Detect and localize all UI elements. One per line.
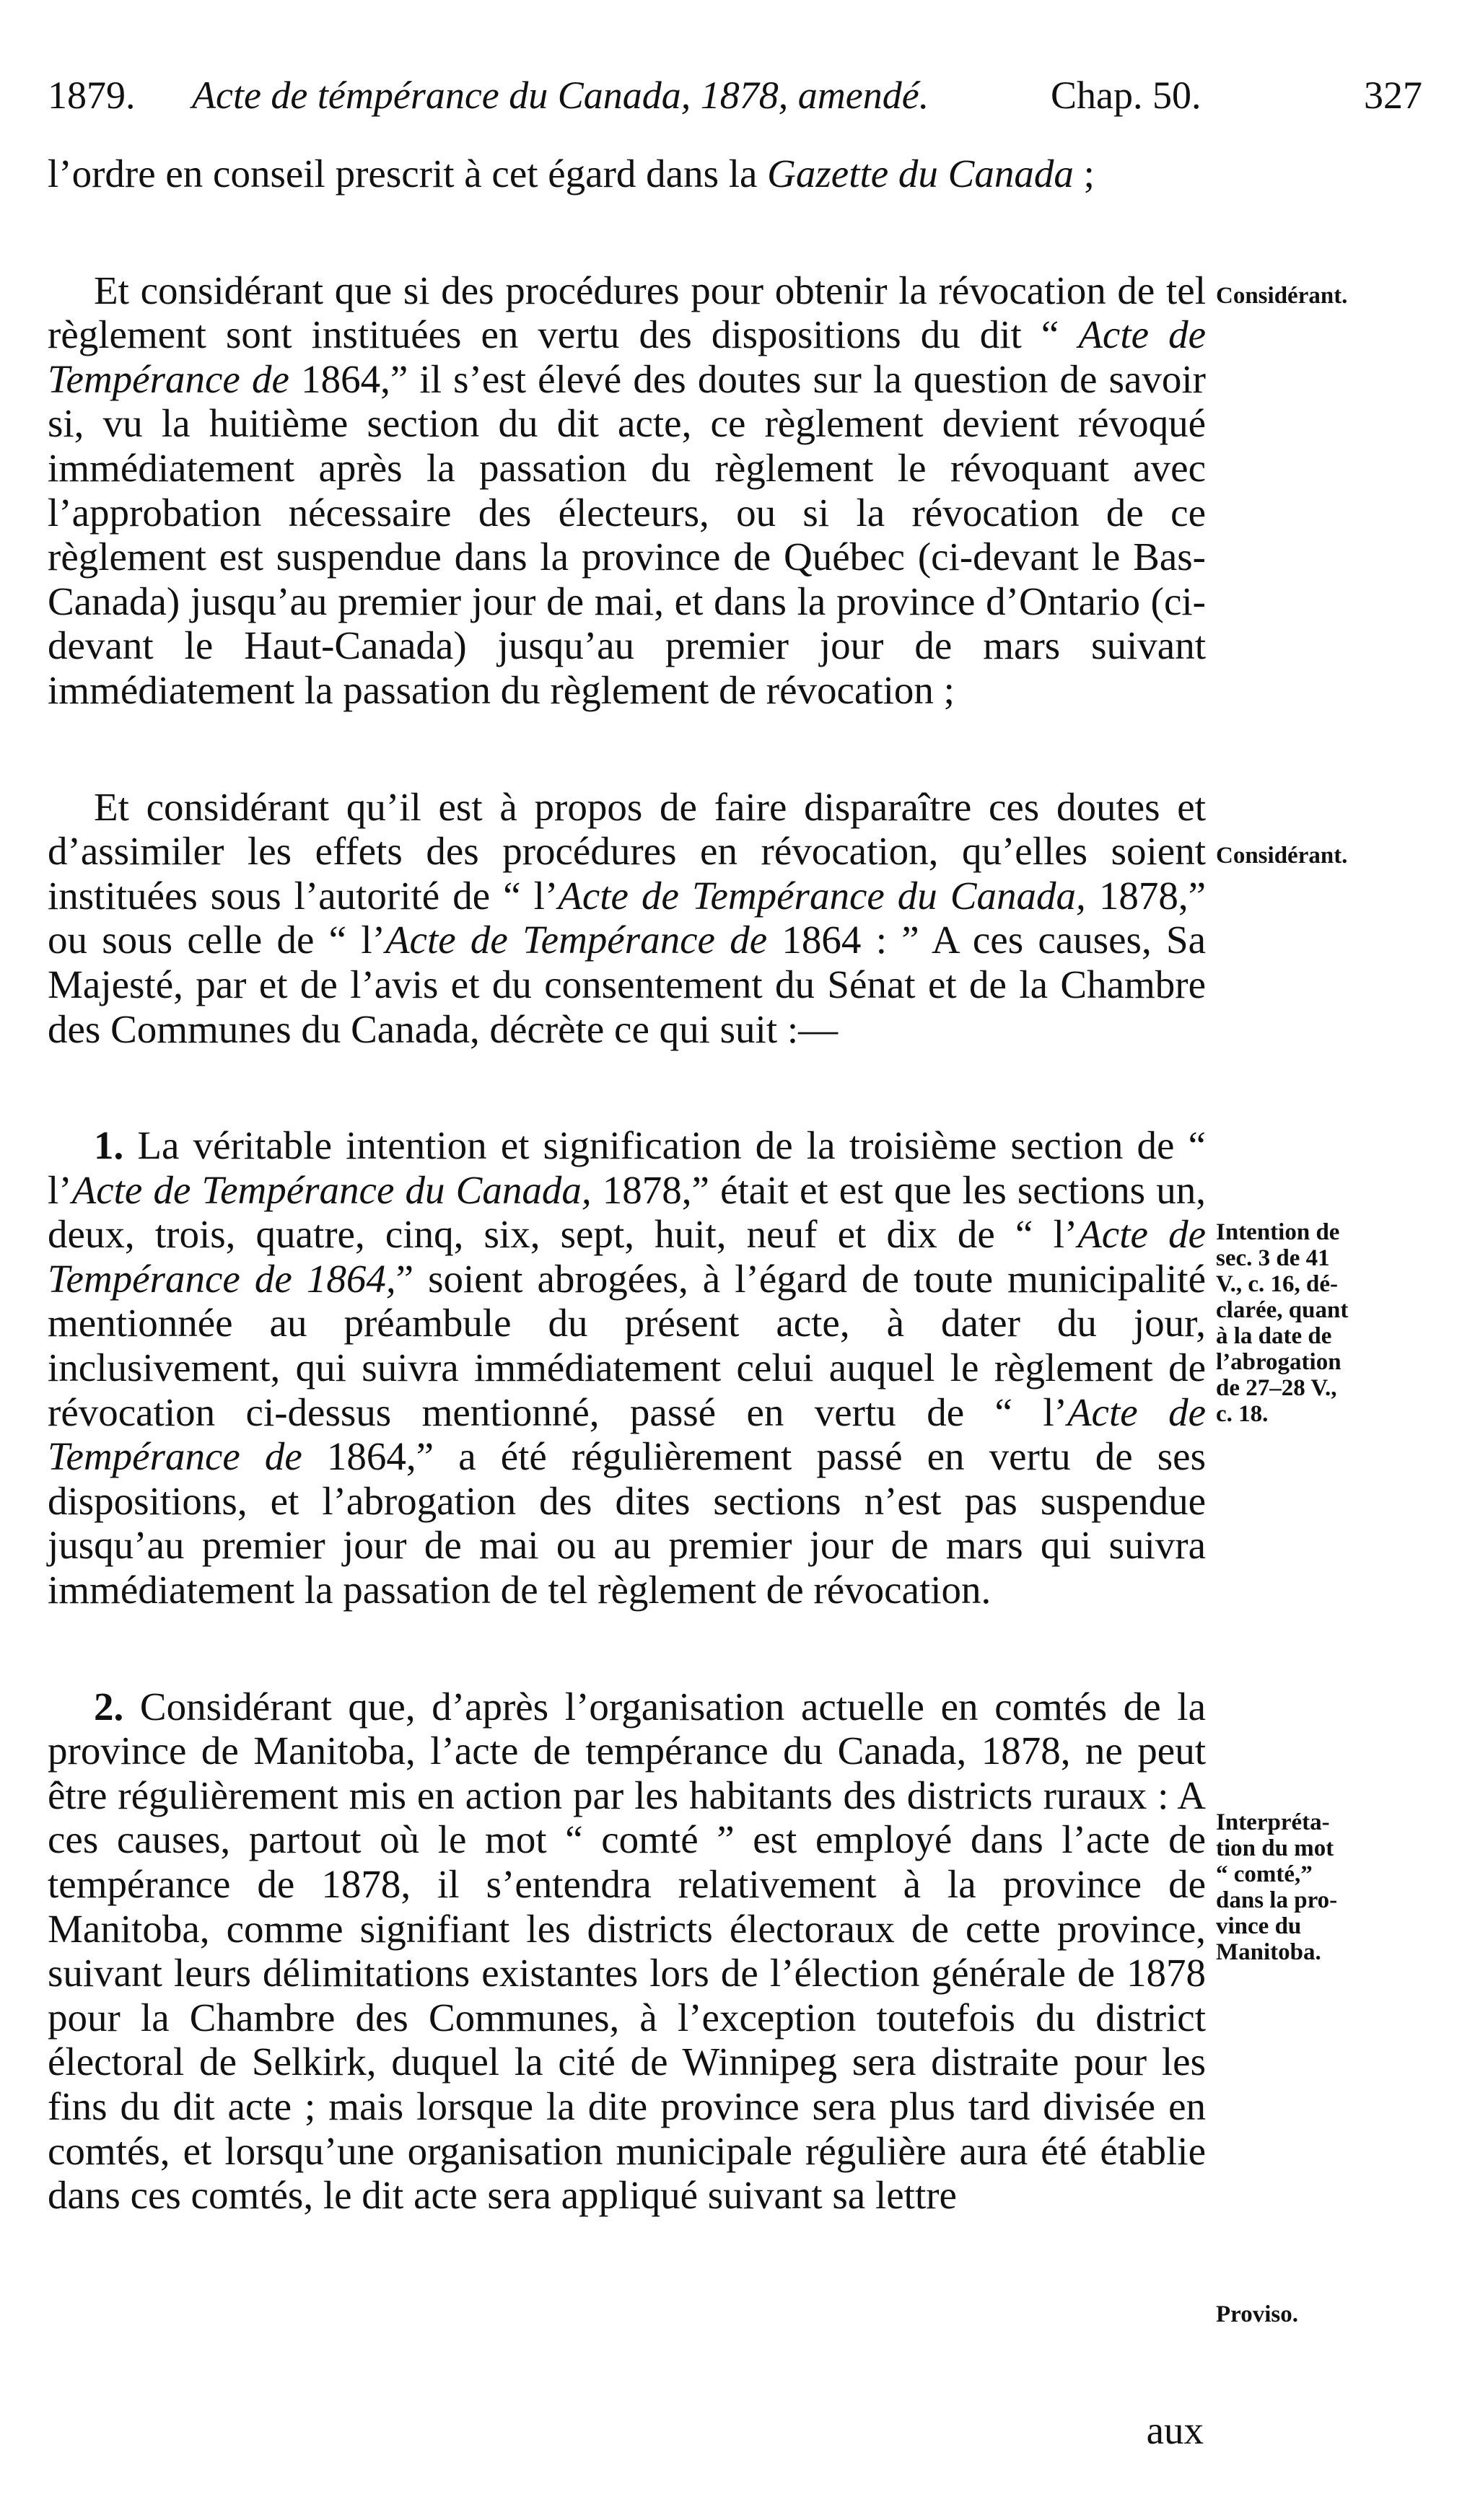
text-run: La véritable intention et signification de la troisième section de “ l’ [48,1123,1206,1212]
margin-note-line: Intention de [1216,1219,1340,1245]
margin-note-line: V., c. 16, dé- [1216,1271,1338,1297]
text-run: 1878,” ou sous celle de “ l’ [48,873,1206,962]
italic-run: Acte de Tempérance de [48,312,1206,401]
header-year: 1879. [48,74,136,117]
text-run: 1864,” il s’est élevé des doutes sur la question de savoir si, vu la huitième section du dit acte, ce règlement devient révoqué immédiatement après la passation du règlement le révoquant avec l’approbation nécessaire des électeurs, ou si la révocation de ce règlement est suspendue dans la province de Québec (ci-devant le Bas-Canada) jusqu’au premier jour de mai, et dans la province d’Ontario (ci-devant le Haut-Canada) jusqu’au premier jour de mars suivant immédiatement la passation du règlement de révocation ; [48,356,1206,712]
margin-note-line: l’abrogation [1216,1349,1341,1375]
margin-note-considerant-2: Considérant. [1216,843,1348,869]
margin-note-line: à la date de [1216,1323,1332,1349]
header-title: Acte de témpérance du Canada, 1878, amendé. [192,74,929,117]
italic-run: Acte de Tempérance de [48,1389,1206,1479]
margin-note-line: sec. 3 de 41 [1216,1245,1330,1271]
margin-note-line: “ comté,” [1216,1861,1313,1887]
section-number: 1. [94,1123,124,1168]
margin-note-considerant-1: Considérant. [1216,283,1348,309]
text-run: Et considérant qu’il est à propos de faire disparaître ces doutes et d’assimiler les effets des procédures en révocation, qu’elles soient instituées sous l’autorité de “ l’ [48,784,1206,918]
paragraph-considerant-2 [48,785,1206,1052]
paragraph-continuation [48,152,1206,196]
margin-note-line: vince du [1216,1913,1302,1939]
text-run: ; [1073,152,1095,196]
margin-note-line: clarée, quant [1216,1297,1349,1323]
page-number: 327 [1364,74,1422,117]
section-1 [48,1123,1206,1612]
section-number: 2. [94,1684,124,1729]
text-run: Considérant que, d’après l’organisation actuelle en comtés de la province de Manitoba, l’acte de tempérance du Canada, 1878, ne peut être régulièrement mis en action par les habitants des districts ruraux : A ces causes, partout où le mot “ comté ” est employé dans l’acte de tempérance de 1878, il s’entendra relativement à la province de Manitoba, comme signifiant les districts électoraux de cette province, suivant leurs délimitations existantes lors de l’élection générale de 1878 pour la Chambre des Communes, à l’exception toutefois du district électoral de Selkirk, duquel la cité de Winnipeg sera distraite pour les fins du dit acte ; mais lorsque la dite province sera plus tard divisée en comtés, et lorsqu’une organisation municipale régulière aura été établie dans ces comtés, le dit acte sera appliqué suivant sa lettre [48,1684,1206,2218]
text-run: 1864 : ” A ces causes, Sa Majesté, par et de l’avis et du consentement du Sénat et de la Chambre des Communes du Canada, décrète ce qui suit :— [48,918,1206,1051]
running-header [48,66,1422,124]
section-2 [48,1685,1206,2218]
margin-note-section-2 [1216,1809,1432,1965]
body-text [48,152,1206,2218]
margin-note-section-1 [1216,1219,1432,1427]
text-run: l’ordre en conseil prescrit à cet égard dans la [48,152,768,196]
text-run: ” soient abrogées, à l’égard de toute municipalité mentionnée au préambule du présent acte, à dater du jour, inclusivement, qui suivra immédiatement celui auquel le règlement de révocation ci-dessus mentionné, passé en vertu de “ l’ [48,1256,1206,1434]
catchword: aux [1146,2408,1204,2452]
text-run: 1864,” a été régulièrement passé en vertu de ses dispositions, et l’abrogation des dites sections n’est pas suspendue jusqu’au premier jour de mai ou au premier jour de mars qui suivra immédiatement la passation de tel règlement de révocation. [48,1434,1206,1612]
margin-note-line: tion du mot [1216,1835,1334,1861]
italic-run: Acte de Tempérance du Canada, [558,873,1086,918]
margin-note-line: de 27–28 V., [1216,1375,1337,1401]
text-run: 1878,” était et est que les sections un, deux, trois, quatre, cinq, six, sept, huit, neuf et dix de “ l’ [48,1167,1206,1257]
margin-note-line: Interpréta- [1216,1809,1330,1835]
margin-note-line: Manitoba. [1216,1939,1321,1965]
italic-run: Acte de Tempérance du Canada, [71,1167,592,1212]
italic-run: Acte de Tempérance de 1864, [48,1212,1206,1301]
margin-note-line: c. 18. [1216,1401,1269,1427]
italic-run: Acte de Tempérance de [385,918,768,962]
header-chapter: Chap. 50. [1051,74,1201,117]
paragraph-considerant-1 [48,268,1206,713]
text-run: Et considérant que si des procédures pour obtenir la révocation de tel règlement sont instituées en vertu des dispositions du dit “ [48,268,1206,357]
margin-note-line: dans la pro- [1216,1887,1338,1913]
italic-run: Gazette du Canada [767,152,1074,196]
margin-note-proviso: Proviso. [1216,2301,1298,2327]
